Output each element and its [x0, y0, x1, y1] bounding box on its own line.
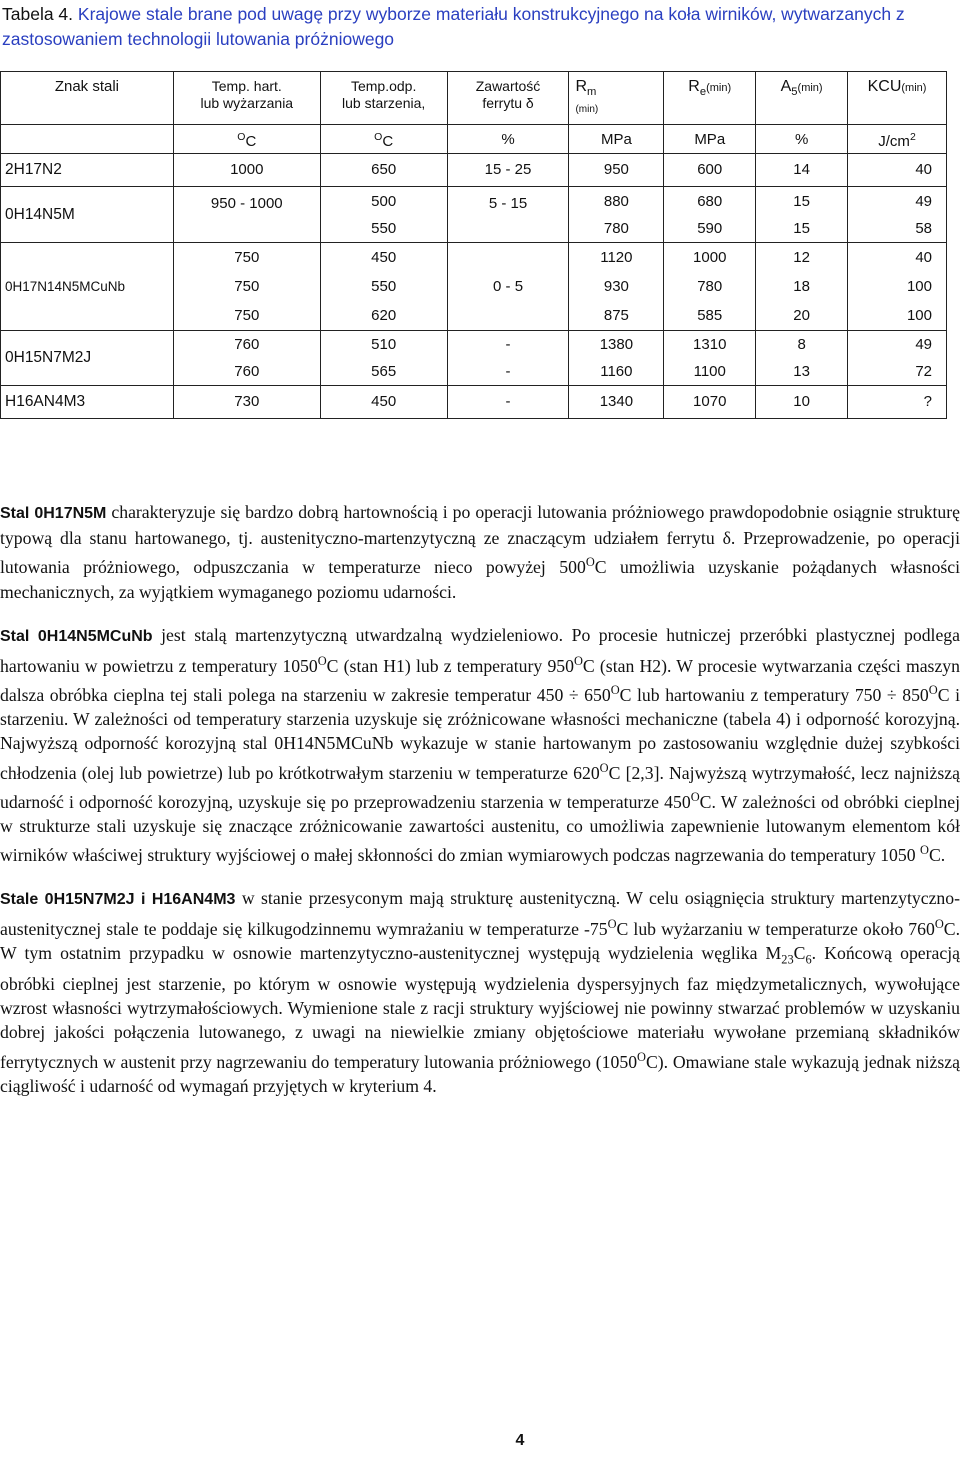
hart-value: 730	[234, 393, 260, 410]
steel-grade-cell: H16AN4M3	[1, 386, 174, 419]
ferryt-value	[452, 250, 565, 272]
ferryt-cell	[447, 386, 569, 419]
a5-cell	[756, 154, 848, 187]
hart-value: 750	[234, 278, 260, 295]
odp-value: 565	[371, 363, 397, 380]
units-hart-txt: C	[245, 132, 257, 150]
header-temp-odp	[320, 72, 447, 125]
header-a5-min: (min)	[797, 82, 823, 94]
p2-sup6: O	[690, 789, 700, 804]
units-kcu-txt: J/cm	[878, 132, 910, 150]
rm-cell	[569, 331, 664, 386]
a5-value: 10	[793, 393, 810, 410]
a5-cell	[756, 386, 848, 419]
a5-value: 13	[793, 363, 810, 380]
re-value: 1070	[693, 393, 727, 410]
re-cell	[664, 187, 756, 243]
a5-value: 15	[793, 192, 810, 210]
hart-value: 950 - 1000	[210, 195, 283, 212]
header-temp-hart	[173, 72, 320, 125]
hart-value: 760	[234, 363, 260, 380]
units-odp-txt: C	[382, 132, 394, 150]
header-temp-hart-l1: Temp. hart.	[211, 78, 282, 94]
table-row	[1, 243, 947, 331]
header-temp-odp-l2: lub starzenia,	[342, 95, 426, 111]
paragraph-0h14n5mcunb	[0, 623, 960, 867]
p2-sup5: O	[599, 760, 609, 775]
re-value: 780	[697, 278, 723, 295]
rm-value: 880	[603, 192, 629, 210]
units-re: MPa	[664, 125, 756, 154]
p3-t3: C. W tym ostatnim przypadku w osnowie martenzytyczno-austenitycznej występują wydzielenia węglika M	[0, 919, 960, 964]
a5-cell	[756, 331, 848, 386]
odp-value: 450	[371, 393, 397, 410]
odp-cell	[320, 187, 447, 243]
odp-value: 620	[371, 307, 397, 324]
header-ferryt	[447, 72, 569, 125]
p2-t6: C [2,3]. Najwyższą wytrzymałość, lecz najniższą udarność i odporność korozyjną, uzyskuje się po przeprowadzeniu starzenia w temperaturze 450	[0, 762, 960, 812]
a5-value: 18	[793, 278, 810, 295]
p1-t1: charakteryzuje się bardzo dobrą hartownością i po operacji lutowania próżniowego prawdopodobnie osiągnie strukturę typową dla stanu hartowanego, tj. austenityczno-martenzytyczną ze znaczącym udziałem ferrytu δ. Przeprowadzenie, po operacji lutowania próżniowego, odpuszczania w temperaturze nieco powyżej 500	[0, 502, 960, 578]
odp-value: 650	[371, 161, 397, 178]
re-cell	[664, 386, 756, 419]
header-rm-min: (min)	[575, 104, 599, 116]
units-odp	[320, 125, 447, 154]
rm-value: 1340	[599, 393, 634, 410]
header-ferryt-l1: Zawartość	[475, 78, 541, 94]
re-value: 1000	[693, 249, 727, 266]
rm-value: 1380	[599, 336, 634, 353]
header-re-min: (min)	[706, 82, 732, 94]
p2-t3: C (stan H2). W procesie wytwarzania części maszyn dalsza obróbka cieplna tej stali polega na starzeniu w zakresie temperatur 450 ÷ 650	[0, 655, 960, 705]
re-value: 590	[697, 219, 723, 237]
odp-value: 550	[371, 219, 397, 237]
hart-cell	[173, 386, 320, 419]
re-value: 585	[697, 307, 723, 324]
p2-bold: Stal 0H14N5MCuNb	[0, 627, 153, 645]
hart-cell	[173, 154, 320, 187]
kcu-value: 49	[915, 336, 932, 353]
p2-sup1: O	[317, 653, 327, 668]
rm-cell	[569, 243, 664, 331]
header-temp-hart-l2: lub wyżarzania	[200, 95, 294, 111]
rm-value: 950	[603, 161, 629, 178]
header-a5-sym: A	[780, 78, 792, 95]
a5-cell	[756, 243, 848, 331]
rm-value: 780	[603, 219, 629, 237]
re-value: 600	[697, 161, 723, 178]
ferryt-cell	[447, 243, 569, 331]
p2-sup2: O	[573, 653, 583, 668]
re-value: 1310	[693, 336, 727, 353]
header-re	[664, 72, 756, 125]
p1-t2: C umożliwia uzyskanie pożądanych własności mechanicznych, za wyjątkiem wymaganego poziomu udarności.	[0, 557, 960, 602]
hart-value: 750	[234, 307, 260, 324]
p2-sup4: O	[928, 683, 938, 697]
p3-t6: C). Omawiane stale wykazują jednak niższą ciągliwość i udarność od wymagań przyjętych w kryterium 4.	[0, 1051, 960, 1096]
p2-t4: C lub hartowaniu z temperatury 750 ÷ 850	[619, 684, 929, 705]
odp-cell	[320, 331, 447, 386]
hart-cell	[173, 243, 320, 331]
table-row	[1, 386, 947, 419]
ferryt-value: 0 - 5	[493, 278, 524, 295]
rm-cell	[569, 386, 664, 419]
paragraph-0h17n5m	[0, 500, 960, 604]
units-rm: MPa	[569, 125, 664, 154]
re-value: 680	[697, 192, 723, 210]
header-kcu-min: (min)	[901, 82, 927, 94]
kcu-cell	[848, 187, 947, 243]
hart-value: 760	[234, 336, 260, 353]
header-temp-odp-l1: Temp.odp.	[350, 78, 417, 94]
p1-bold: Stal 0H17N5M	[0, 505, 107, 522]
body-text	[0, 500, 960, 1117]
odp-value: 550	[371, 278, 397, 295]
a5-value: 8	[797, 336, 806, 353]
header-kcu-sym: KCU	[867, 78, 902, 95]
hart-value: 750	[234, 249, 260, 266]
table-row	[1, 154, 947, 187]
table-row	[1, 331, 947, 386]
ferryt-cell	[447, 154, 569, 187]
table-caption	[2, 2, 942, 52]
odp-cell	[320, 154, 447, 187]
p2-t2: C (stan H1) lub z temperatury 950	[326, 655, 574, 676]
ferryt-value: 15 - 25	[484, 161, 532, 178]
hart-cell	[173, 331, 320, 386]
ferryt-value: -	[505, 363, 511, 380]
steel-grade-cell: 0H14N5M	[1, 187, 174, 243]
rm-value: 1120	[600, 249, 633, 266]
a5-value: 14	[793, 161, 810, 178]
caption-prefix: Tabela 4.	[2, 4, 74, 24]
header-re-sym: R	[688, 78, 700, 95]
units-kcu	[848, 125, 947, 154]
p2-t7: C. W zależności od obróbki cieplnej w strukturze stali uzyskuje się znaczące zróżnicowanie zawartości austenitu, co umożliwia zapewnienie lutowanym elementom kół wirników właściwej struktury wyjściowej o małej skłonności do zmian wymiarowych podczas nagrzewania do temperatury 1050	[0, 791, 960, 865]
ferryt-value	[452, 301, 565, 323]
hart-cell	[173, 187, 320, 243]
steel-grade-cell: 2H17N2	[1, 154, 174, 187]
rm-cell	[569, 154, 664, 187]
odp-cell	[320, 243, 447, 331]
units-hart-sup: O	[237, 130, 246, 143]
p3-bold: Stale 0H15N7M2J i H16AN4M3	[0, 890, 236, 908]
header-row	[1, 72, 947, 125]
kcu-value: 58	[915, 219, 932, 237]
kcu-value: 100	[906, 307, 932, 324]
p3-sub2: 6	[805, 952, 812, 967]
rm-value: 875	[603, 307, 629, 324]
steel-properties-table	[0, 71, 947, 419]
p2-t5: C i starzeniu. W zależności od temperatury starzenia uzyskuje się zróżnicowane własności mechaniczne (tabela 4) i odporność korozyjną. Najwyższą odporność korozyjną stal 0H14N5MCuNb wykazuje w stanie hartowanym po zastosowaniu względnie dużej szybkości chłodzenia (olej lub powietrze) lub po krótkotrwałym starzeniu w temperaturze 620	[0, 684, 960, 783]
p3-sup1: O	[607, 917, 617, 932]
table-row	[1, 187, 947, 243]
re-cell	[664, 154, 756, 187]
ferryt-value	[452, 217, 565, 239]
header-znak: Znak stali	[1, 72, 174, 125]
kcu-value: 100	[906, 278, 932, 295]
p2-sup3: O	[610, 683, 620, 697]
header-a5	[756, 72, 848, 125]
kcu-cell	[848, 331, 947, 386]
kcu-value: 40	[915, 161, 932, 178]
p3-sup3: O	[637, 1049, 646, 1064]
kcu-value: 49	[915, 192, 932, 210]
header-rm	[569, 72, 664, 125]
re-value: 1100	[693, 363, 726, 380]
units-hart	[173, 125, 320, 154]
header-ferryt-l2: ferrytu δ	[482, 95, 534, 111]
header-a5-sub: 5	[791, 86, 798, 99]
odp-cell	[320, 386, 447, 419]
paragraph-0h15n7m2j	[0, 886, 960, 1098]
units-znak	[1, 125, 174, 154]
ferryt-value: -	[505, 393, 511, 410]
odp-value: 500	[371, 192, 397, 210]
p3-sub1: 23	[781, 952, 794, 967]
re-cell	[664, 331, 756, 386]
rm-value: 930	[603, 278, 629, 295]
header-kcu	[848, 72, 947, 125]
units-kcu-sup: 2	[909, 130, 916, 143]
units-odp-sup: O	[374, 130, 383, 143]
ferryt-value: -	[505, 336, 511, 353]
units-a5: %	[756, 125, 848, 154]
re-cell	[664, 243, 756, 331]
kcu-value: 40	[915, 249, 932, 266]
kcu-cell	[848, 154, 947, 187]
caption-title: Krajowe stale brane pod uwagę przy wyborze materiału konstrukcyjnego na koła wirników, wytwarzanych z zastosowaniem technologii lutowania próżniowego	[2, 4, 905, 49]
kcu-cell	[848, 386, 947, 419]
odp-value: 510	[371, 336, 397, 353]
p2-sup7: O	[920, 842, 929, 857]
header-rm-sym: R	[575, 78, 588, 95]
steel-grade-cell: 0H17N14N5MCuNb	[1, 243, 174, 331]
p3-sup2: O	[934, 917, 944, 932]
ferryt-cell	[447, 331, 569, 386]
p2-t1: jest stalą martenzytyczną utwardzalną wydzieleniowo. Po procesie hutniczej przeróbki plastycznej podlega hartowaniu w powietrzu z temperatury 1050	[0, 624, 960, 676]
page-number: 4	[515, 1432, 525, 1449]
p2-t8: C.	[928, 844, 946, 865]
odp-value: 450	[371, 249, 397, 266]
rm-cell	[569, 187, 664, 243]
header-rm-sub: m	[587, 86, 597, 99]
ferryt-value: 5 - 15	[488, 195, 528, 212]
p1-sup1: O	[585, 555, 595, 570]
header-re-sub: e	[699, 86, 707, 99]
p3-t1: w stanie przesyconym mają strukturę austenityczną. W celu osiągnięcia struktury martenzytyczno-austenitycznej stale te poddaje się kilkugodzinnemu wymrażaniu w temperaturze -75	[0, 887, 960, 940]
p3-t2: C lub wyżarzaniu w temperaturze około 760	[616, 919, 935, 940]
a5-cell	[756, 187, 848, 243]
kcu-value: 72	[915, 363, 932, 380]
ferryt-cell	[447, 187, 569, 243]
steel-grade-cell: 0H15N7M2J	[1, 331, 174, 386]
a5-value: 20	[793, 307, 810, 324]
kcu-value: ?	[923, 393, 932, 410]
units-row	[1, 125, 947, 154]
p3-t5: . Końcową operacją obróbki cieplnej jest starzenie, po którym w osnowie występują wydzielenia dyspersyjnych faz międzymetalicznych, wywołujące wzrost własności wytrzymałościowych. Wymienione stale z racji struktury wyjściowej nie powinny stwarzać problemów w uzyskaniu dobrej jakości połączenia lutowanego, z uwagi na niewielkie zmiany objętościowe materiału wywołane przemianą składników ferrytycznych w austenit przy nagrzewaniu do temperatury lutowania próżniowego (1050	[0, 943, 960, 1072]
p3-t4: C	[793, 943, 806, 964]
kcu-cell	[848, 243, 947, 331]
a5-value: 12	[793, 249, 810, 266]
units-ferryt: %	[447, 125, 569, 154]
rm-value: 1160	[600, 363, 633, 380]
hart-value	[178, 217, 316, 239]
a5-value: 15	[793, 219, 810, 237]
hart-value: 1000	[230, 161, 264, 178]
